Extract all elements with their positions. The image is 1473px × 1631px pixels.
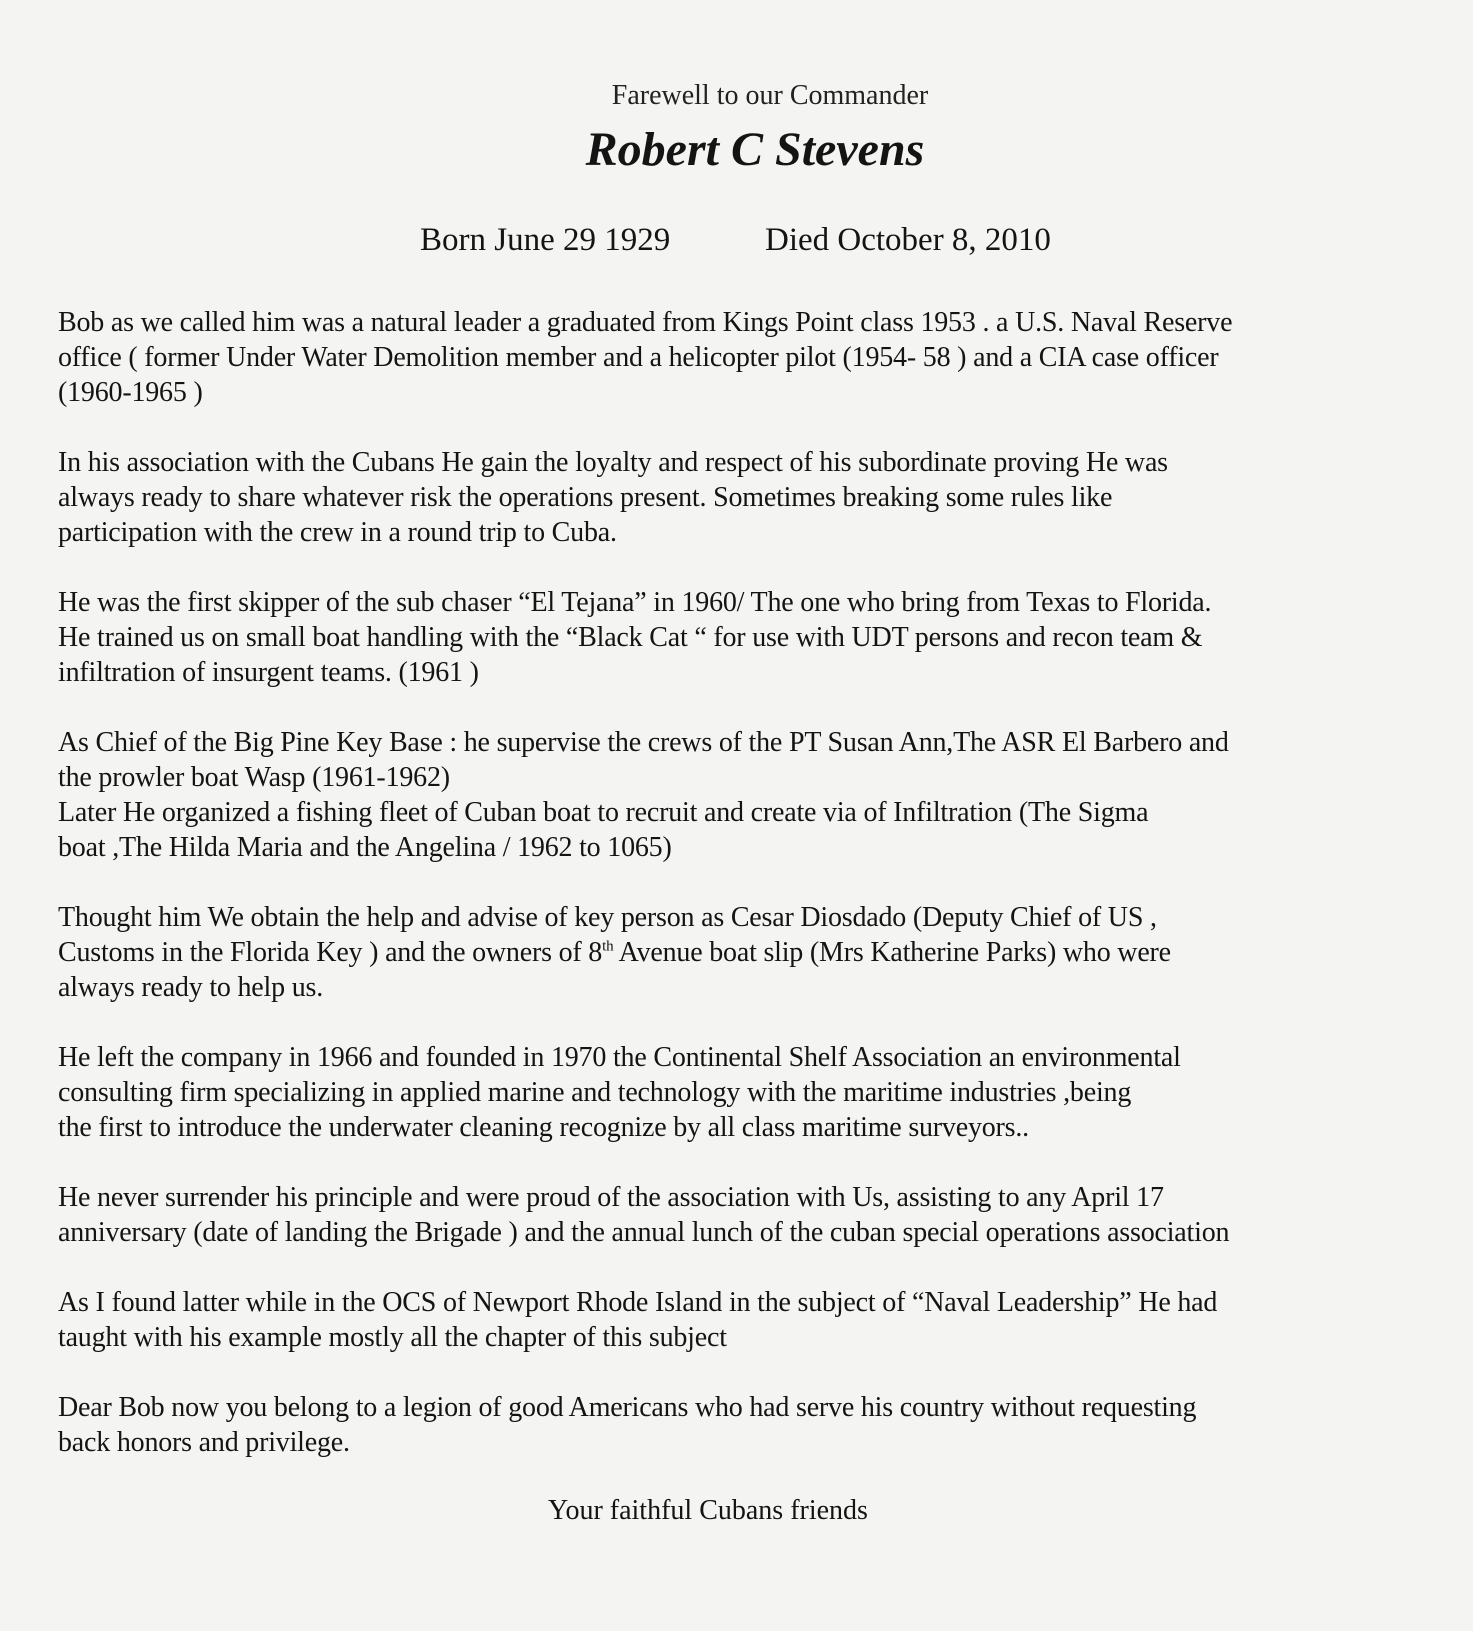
text-line: He trained us on small boat handling with the “Black Cat “ for use with UDT persons and recon team & (58, 622, 1203, 653)
text-line: boat ,The Hilda Maria and the Angelina / 1962 to 1065) (58, 832, 672, 863)
text-line: Bob as we called him was a natural leader a graduated from Kings Point class 1953 . a U.S. Naval Reserve (58, 307, 1233, 338)
text-line: Dear Bob now you belong to a legion of good Americans who had serve his country without requesting (58, 1392, 1197, 1423)
text-line: the prowler boat Wasp (1961-1962) (58, 762, 450, 793)
text-segment: Customs in the Florida Key ) and the owners of 8 (58, 937, 603, 968)
paragraph-big-pine-key (58, 725, 1438, 865)
text-line: consulting firm specializing in applied marine and technology with the maritime industries ,being (58, 1077, 1132, 1108)
paragraph-biography (58, 305, 1438, 410)
text-line: always ready to share whatever risk the operations present. Sometimes breaking some rules like (58, 482, 1113, 513)
text-line: anniversary (date of landing the Brigade ) and the annual lunch of the cuban special operations association (58, 1217, 1230, 1248)
memorial-heading: Farewell to our Commander (611, 80, 929, 111)
text-line: He left the company in 1966 and founded in 1970 the Continental Shelf Association an environmental (58, 1042, 1181, 1073)
honoree-name: Robert C Stevens (585, 123, 925, 176)
text-line: always ready to help us. (58, 972, 324, 1003)
text-line: the first to introduce the underwater cleaning recognize by all class maritime surveyors.. (58, 1112, 1029, 1143)
text-line: back honors and privilege. (58, 1427, 350, 1458)
text-line: participation with the crew in a round trip to Cuba. (58, 517, 617, 548)
paragraph-farewell (58, 1390, 1438, 1460)
paragraph-principle (58, 1180, 1438, 1250)
text-line: taught with his example mostly all the chapter of this subject (58, 1322, 727, 1353)
text-segment: Avenue boat slip (Mrs Katherine Parks) who were (613, 937, 1171, 968)
text-line: infiltration of insurgent teams. (1961 ) (58, 657, 479, 688)
paragraph-cubans (58, 445, 1438, 550)
paragraph-company (58, 1040, 1438, 1145)
text-line: (1960-1965 ) (58, 377, 203, 408)
text-line: Thought him We obtain the help and advise of key person as Cesar Diosdado (Deputy Chief of US , (58, 902, 1157, 933)
text-line: Later He organized a fishing fleet of Cuban boat to recruit and create via of Infiltration (The Sigma (58, 797, 1149, 828)
paragraph-helpers (58, 900, 1438, 1005)
text-line: office ( former Under Water Demolition member and a helicopter pilot (1954- 58 ) and a CIA case officer (58, 342, 1219, 373)
text-line: As I found latter while in the OCS of Newport Rhode Island in the subject of “Naval Leadership” He had (58, 1287, 1218, 1318)
ordinal-suffix: th (602, 938, 614, 955)
death-date: Died October 8, 2010 (765, 222, 1051, 258)
text-line: He never surrender his principle and were proud of the association with Us, assisting to any April 17 (58, 1182, 1164, 1213)
closing-signature: Your faithful Cubans friends (548, 1495, 868, 1526)
letter-body (58, 305, 1438, 1495)
text-line: As Chief of the Big Pine Key Base : he supervise the crews of the PT Susan Ann,The ASR El Barbero and (58, 727, 1229, 758)
text-line: He was the first skipper of the sub chaser “El Tejana” in 1960/ The one who bring from Texas to Florida. (58, 587, 1212, 618)
paragraph-skipper (58, 585, 1438, 690)
text-line (58, 935, 1438, 970)
paragraph-leadership (58, 1285, 1438, 1355)
text-line: In his association with the Cubans He gain the loyalty and respect of his subordinate proving He was (58, 447, 1168, 478)
birth-date: Born June 29 1929 (420, 222, 671, 258)
